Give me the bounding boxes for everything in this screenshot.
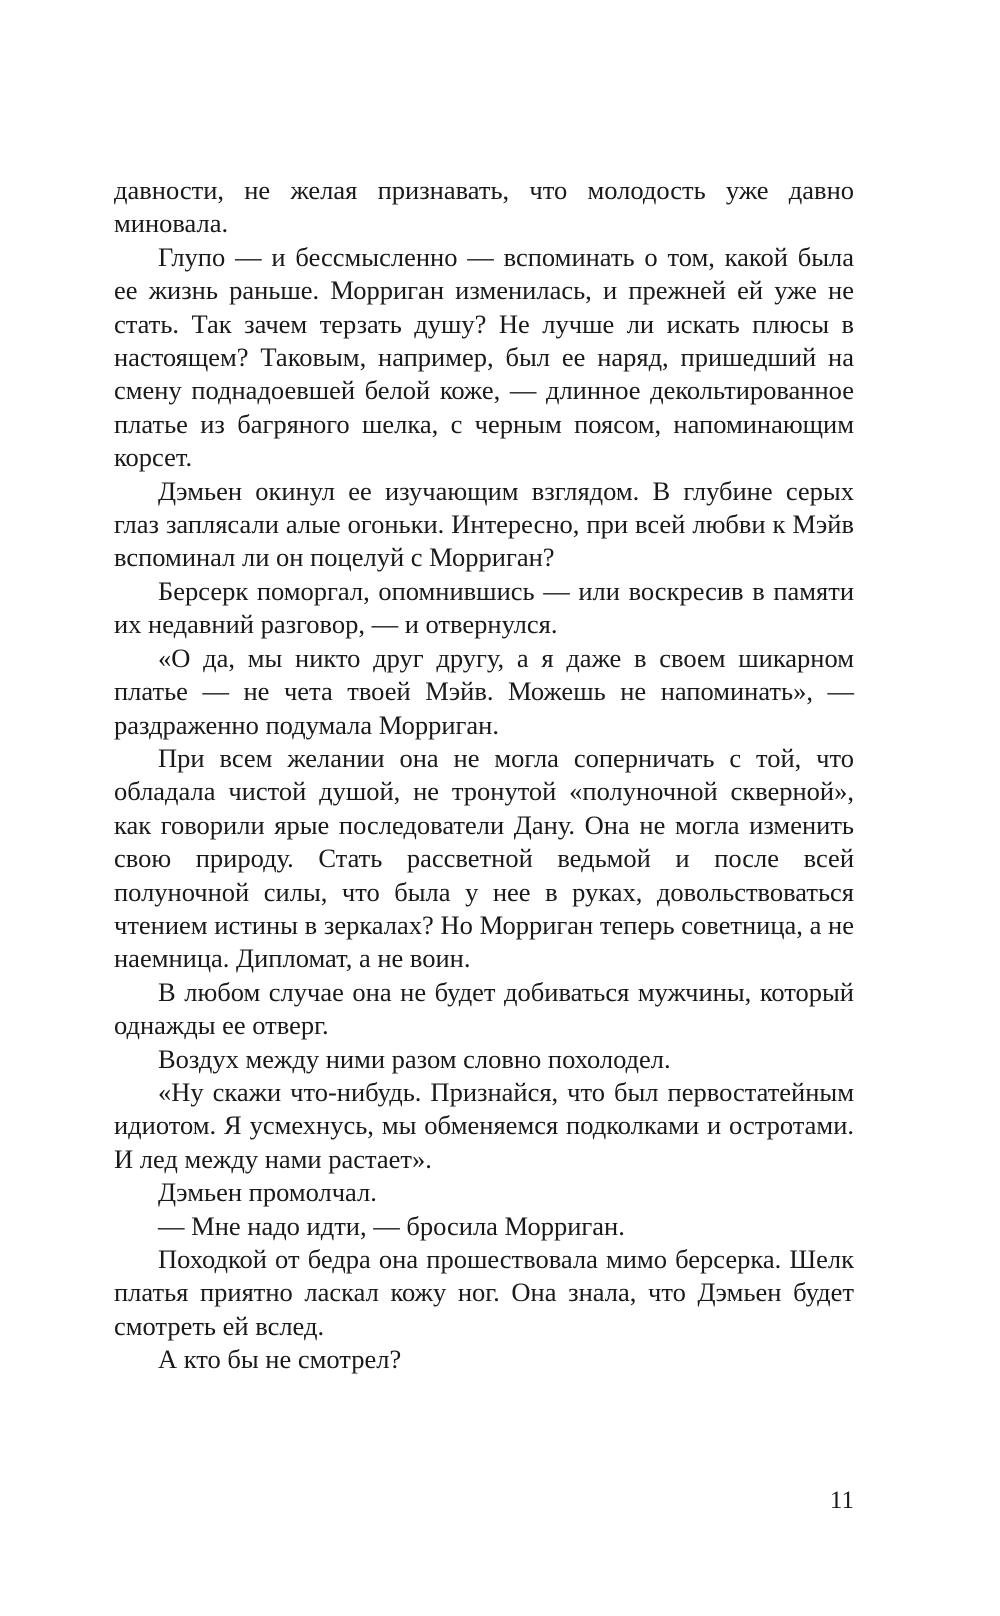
- paragraph-9: «Ну скажи что-нибудь. Признайся, что был первостатейным идиотом. Я усмехнусь, мы обменяемся подколками и остротами. И лед между нами растает».: [114, 1076, 854, 1174]
- paragraph-12: Походкой от бедра она прошествовала мимо берсерка. Шелк платья приятно ласкал кожу ног. Она знала, что Дэмьен будет смотреть ей вслед.: [114, 1244, 854, 1341]
- paragraph-3: Дэмьен окинул ее изучающим взглядом. В глубине серых глаз заплясали алые огоньки. Интересно, при всей любви к Мэйв вспоминал ли он поцелуй с Морриган?: [114, 475, 854, 573]
- paragraph-2: Глупо — и бессмысленно — вспоминать о том, какой была ее жизнь раньше. Морриган изменилась, и прежней ей уже не стать. Так зачем терзать душу? Не лучше ли искать плюсы в настоящем? Таковым, например, был ее наряд, пришедший на смену поднадоевшей белой коже, — длинное декольтированное платье из багряного шелка, с черным поясом, напоминающим корсет.: [114, 241, 854, 473]
- page-number: 11: [829, 1487, 854, 1514]
- paragraph-13: А кто бы не смотрел?: [158, 1344, 402, 1375]
- paragraph-7: В любом случае она не будет добиваться мужчины, который однажды ее отверг.: [114, 976, 854, 1041]
- paragraph-6: При всем желании она не могла соперничать с той, что обладала чистой душой, не тронутой «полуночной скверной», как говорили ярые последователи Дану. Она не могла изменить свою природу. Стать рассветной ведьмой и после всей полуночной силы, что была у нее в руках, довольствоваться чтением истины в зеркалах? Но Морриган теперь советница, а не наемница. Дипломат, а не воин.: [114, 742, 854, 974]
- paragraph-1: давности, не желая признавать, что молодость уже давно миновала.: [114, 175, 854, 239]
- paragraph-11: — Мне надо идти, — бросила Морриган.: [158, 1210, 625, 1241]
- paragraph-10: Дэмьен промолчал.: [158, 1177, 377, 1208]
- paragraph-8: Воздух между ними разом словно похолодел.: [158, 1043, 671, 1074]
- paragraph-4: Берсерк поморгал, опомнившись — или воскресив в памяти их недавний разговор, — и отвернулся.: [114, 575, 854, 640]
- paragraph-5: «О да, мы никто друг другу, а я даже в своем шикарном платье — не чета твоей Мэйв. Можешь не напоминать», — раздраженно подумала Морриган.: [114, 642, 854, 740]
- body-text: [114, 174, 854, 1377]
